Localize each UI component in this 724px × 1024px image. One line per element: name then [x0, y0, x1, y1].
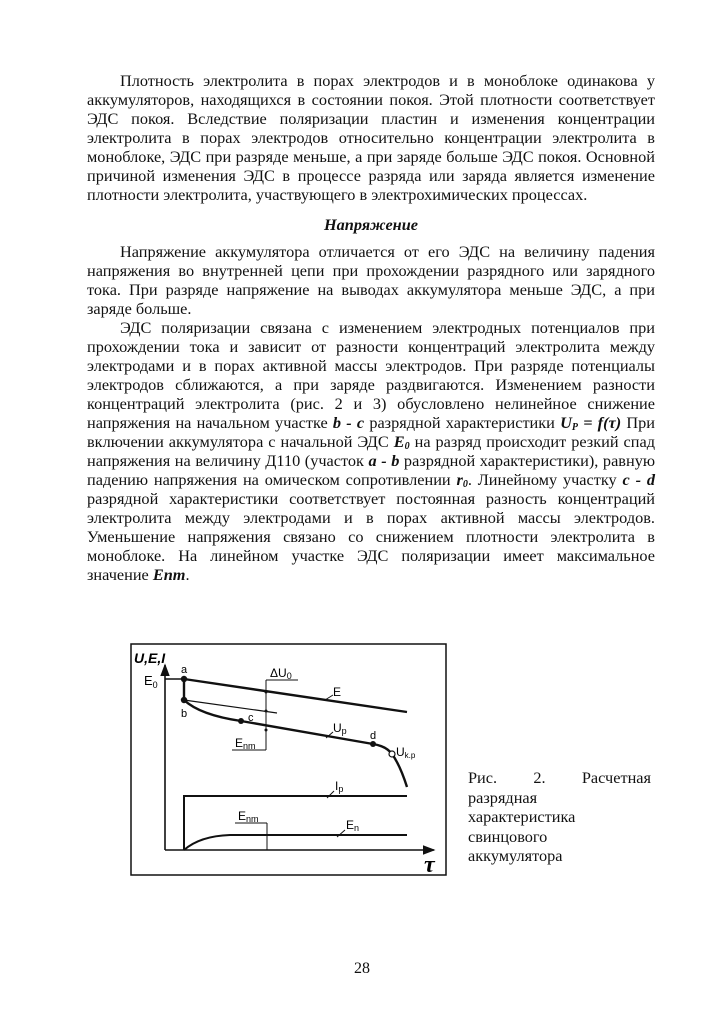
- text: . Линейному участку: [467, 470, 623, 489]
- math-subscript: P: [571, 422, 578, 433]
- math-up: [560, 413, 621, 432]
- paragraph-voltage: Напряжение аккумулятора отличается от его ЭДС на величину падения напряжения во внутренней цепи при прохождении разрядного или зарядного тока. При разряде напряжение на выводах аккумулятора меньше ЭДС, а при заряде больше.: [87, 242, 655, 318]
- paragraph-polarization: [87, 318, 655, 584]
- math-a-b: a - b: [368, 451, 400, 470]
- point-a-label: a: [181, 664, 188, 676]
- y-axis-label: U,E,I: [134, 650, 166, 666]
- point-b-marker: [181, 697, 187, 703]
- text: разрядной характеристики: [364, 413, 561, 432]
- caption-rest: разрядная характеристика свинцового аккумулятора: [468, 787, 576, 865]
- delta-marker: [265, 729, 268, 732]
- curve-e: [184, 679, 407, 712]
- body-text: [87, 71, 655, 584]
- math-symbol: U: [560, 413, 572, 432]
- text: разрядной характеристики), равную падению напряжения на омическом сопротивлении: [87, 451, 655, 489]
- caption-word: Рис.: [468, 768, 498, 787]
- curve-ip-label: Ip: [335, 779, 344, 794]
- math-r0: [456, 470, 467, 489]
- ukp-label: Uk.p: [396, 745, 416, 760]
- delta-u0-label: ΔU0: [270, 666, 292, 681]
- text: При включении аккумулятора с начальной ЭДС: [87, 413, 655, 451]
- delta-marker: [265, 691, 268, 694]
- figure-caption: [468, 768, 651, 866]
- text: на разряд происходит резкий спад напряжения на величину Д110 (участок: [87, 432, 655, 470]
- discharge-characteristic-figure: [130, 643, 447, 876]
- curve-up-label: Up: [333, 721, 347, 736]
- math-c-d: c - d: [622, 470, 655, 489]
- point-b-label: b: [181, 708, 188, 720]
- section-heading: Напряжение: [323, 215, 418, 234]
- e0-label: $E_0$: [144, 673, 158, 690]
- math-subscript: 0: [462, 479, 468, 490]
- text: разрядной характеристики соответствует постоянная разность концентраций электролита между электродами и в порах активной массы электродов. Уменьшение напряжения связано со снижением плотности электролита в моноблоке. На линейном участке ЭДС поляризации имеет максимальное значение: [87, 489, 655, 584]
- math-symbol: E: [393, 432, 405, 451]
- point-c-marker: [238, 718, 244, 724]
- text: ЭДС поляризации связана с изменением электродных потенциалов при прохождении тока и зависит от разности концентраций электролита между электродами и в порах активной массы электродов. При разряде потенциалы электродов сближаются, а при заряде раздвигаются. Изменением разности концентраций электролита (рис. 2 и 3) обусловлено нелинейное снижение напряжения на начальном участке: [87, 318, 655, 432]
- page-number: 28: [354, 960, 370, 977]
- point-a-marker: [181, 676, 187, 682]
- delta-marker: [265, 710, 268, 713]
- math-subscript: 0: [404, 441, 410, 452]
- caption-word: 2.: [533, 768, 546, 787]
- math-symbol: r: [456, 470, 463, 489]
- enm-upper-label: Enm: [235, 736, 256, 751]
- point-d-label: d: [370, 730, 377, 742]
- point-c-label: c: [248, 712, 254, 724]
- math-enm: Enm: [152, 565, 186, 584]
- enm-lower-label: Enm: [238, 809, 259, 824]
- caption-word: Расчетная: [581, 768, 651, 787]
- point-ukp-marker: [389, 751, 395, 757]
- x-axis-label: τ: [424, 852, 435, 876]
- extrapolation-line: [184, 700, 277, 713]
- text: .: [185, 565, 190, 584]
- math-e0: [394, 432, 410, 451]
- math-expr: = f(τ): [577, 413, 622, 432]
- paragraph-electrolyte-density: Плотность электролита в порах электродов и в моноблоке одинакова у аккумуляторов, находящихся в состоянии покоя. Этой плотности соответствует ЭДС покоя. Вследствие поляризации пластин и изменения концентрации электролита в порах электродов относительно концентрации электролита в моноблоке, ЭДС при разряде меньше, а при заряде больше ЭДС покоя. Основной причиной изменения ЭДС в процессе разряда или заряда является изменение плотности электролита, участвующего в электрохимических процессах.: [87, 71, 655, 204]
- math-b-c: b - c: [332, 413, 365, 432]
- curve-en: [184, 835, 407, 850]
- curve-ip: [184, 796, 407, 850]
- curve-e-label: E: [333, 685, 342, 699]
- curve-en-label: En: [346, 818, 360, 833]
